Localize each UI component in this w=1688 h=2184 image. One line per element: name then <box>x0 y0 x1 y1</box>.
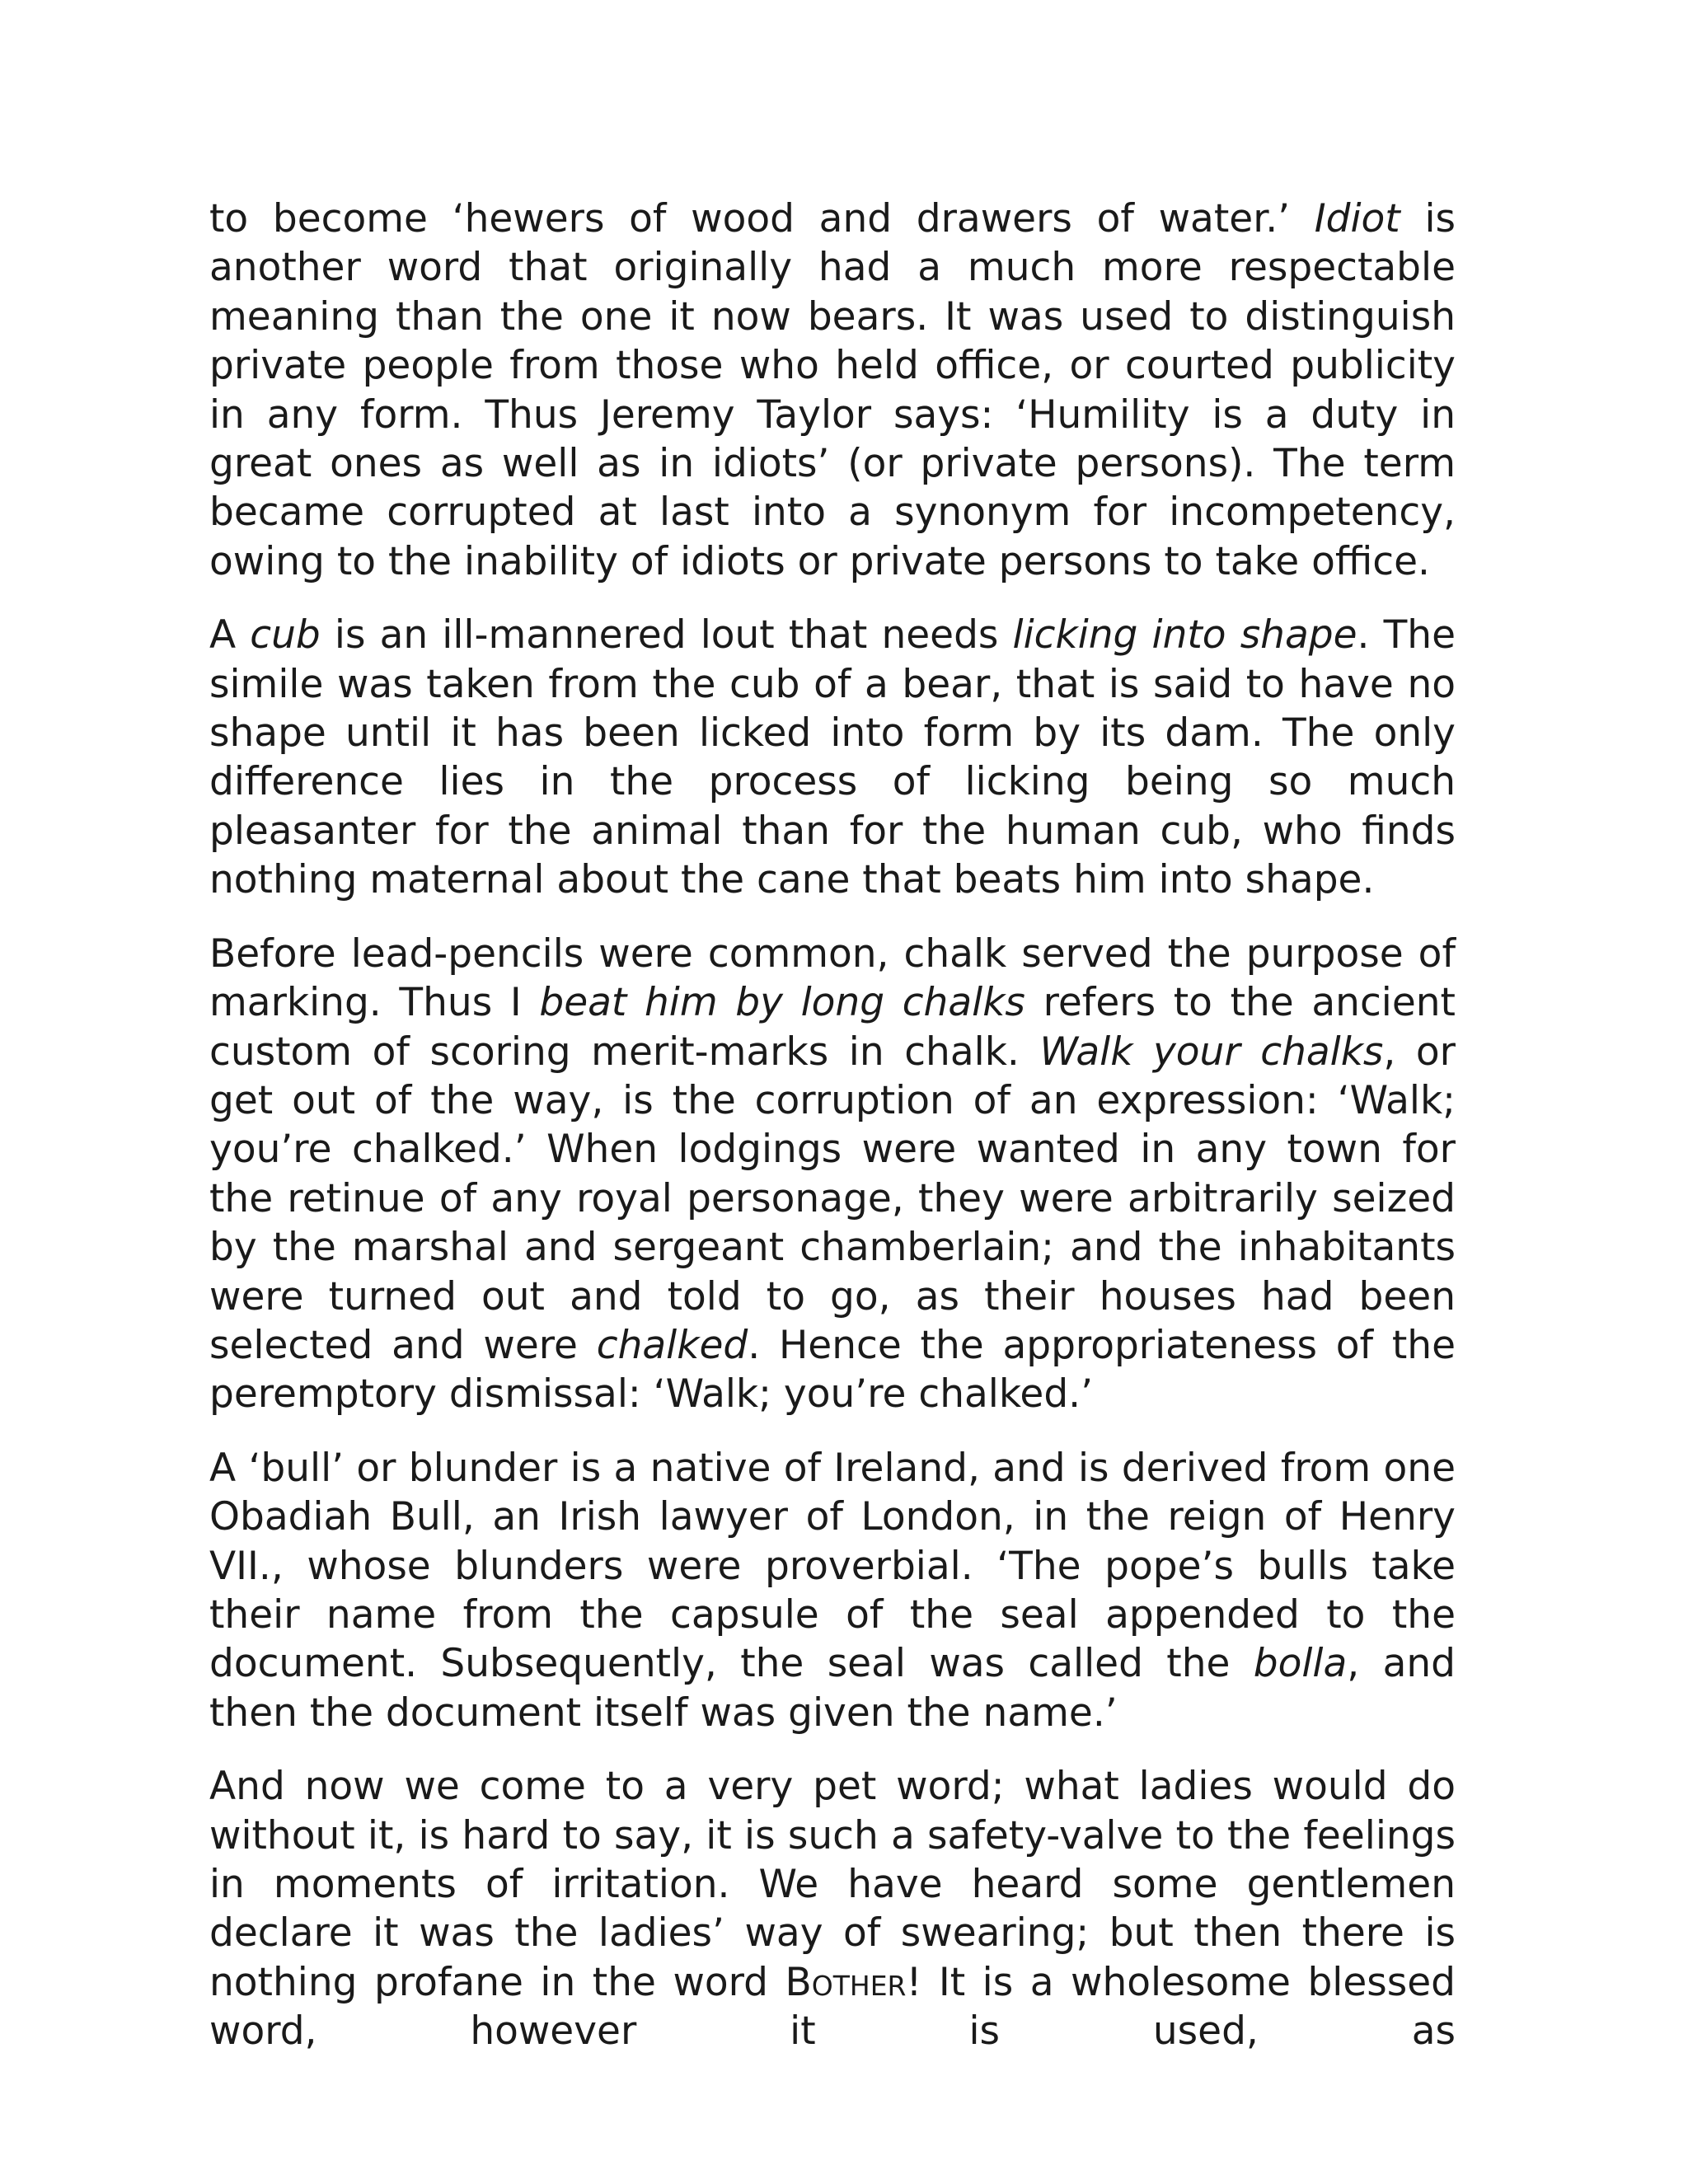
text-segment: refers to the ancient custom of scoring merit-marks in chalk. <box>209 980 1456 1075</box>
paragraph-idiot <box>209 194 1456 586</box>
page-body <box>209 194 1456 2056</box>
paragraph-bother <box>209 1762 1456 2055</box>
text-segment: is another word that originally had a much more respectable meaning than the one it now bears. It was used to distinguish private people from those who held office, or courted publicity in any form. Thus Jeremy Taylor says: ‘Humility is a duty in great ones as well as in idiots’ (or private persons). The term became corrupted at last into a synonym for incompetency, owing to the inability of idiots or private persons to take office. <box>209 196 1456 584</box>
text-segment: A <box>209 612 251 658</box>
text-segment: Before lead-pencils were common, chalk served the purpose of marking. Thus I <box>209 930 1456 1026</box>
italic-term-bolla: bolla <box>1253 1641 1348 1687</box>
paragraph-cub <box>209 611 1456 904</box>
italic-term-chalked: chalked <box>596 1322 748 1368</box>
text-segment: , and then the document itself was given the name.’ <box>209 1641 1456 1736</box>
text-segment: to become ‘hewers of wood and drawers of water.’ <box>209 196 1315 241</box>
text-segment: A ‘bull’ or blunder is a native of Ireland, and is derived from one Obadiah Bull, an Irish lawyer of London, in the reign of Henry VII., whose blunders were proverbial. ‘The pope’s bulls take their name from the capsule of the seal appended to the document. Subsequently, the seal was called the <box>209 1445 1456 1687</box>
text-segment: is an ill-mannered lout that needs <box>320 612 1013 658</box>
smallcaps-term-bother: Bother <box>785 1959 907 2005</box>
paragraph-chalks <box>209 930 1456 1419</box>
text-segment: , or get out of the way, is the corruption of an expression: ‘Walk; you’re chalked.’ When lodgings were wanted in any town for the retinue of any royal personage, they were arbitrarily seized by the marshal and sergeant chamberlain; and the inhabitants were turned out and told to go, as their houses had been selected and were <box>209 1029 1456 1368</box>
italic-phrase-licking-into-shape: licking into shape <box>1012 612 1357 658</box>
text-segment: . Hence the appropriateness of the peremptory dismissal: ‘Walk; you’re chalked.’ <box>209 1322 1456 1418</box>
italic-phrase-walk-your-chalks: Walk your chalks <box>1039 1029 1384 1075</box>
text-segment: . The simile was taken from the cub of a bear, that is said to have no shape until it has been licked into form by its dam. The only difference lies in the process of licking being so much pleasanter for the animal than for the human cub, who finds nothing maternal about the cane that beats him into shape. <box>209 612 1456 903</box>
paragraph-bull <box>209 1444 1456 1737</box>
text-segment: And now we come to a very pet word; what ladies would do without it, is hard to say, it is such a safety-valve to the feelings in moments of irritation. We have heard some gentlemen declare it was the ladies’ way of swearing; but then there is nothing profane in the word <box>209 1764 1456 2005</box>
italic-term-cub: cub <box>250 612 321 658</box>
italic-term-idiot: Idiot <box>1314 196 1400 241</box>
text-segment: ! It is a wholesome blessed word, however it is used, as <box>209 1959 1456 2055</box>
italic-phrase-long-chalks: beat him by long chalks <box>539 980 1025 1026</box>
